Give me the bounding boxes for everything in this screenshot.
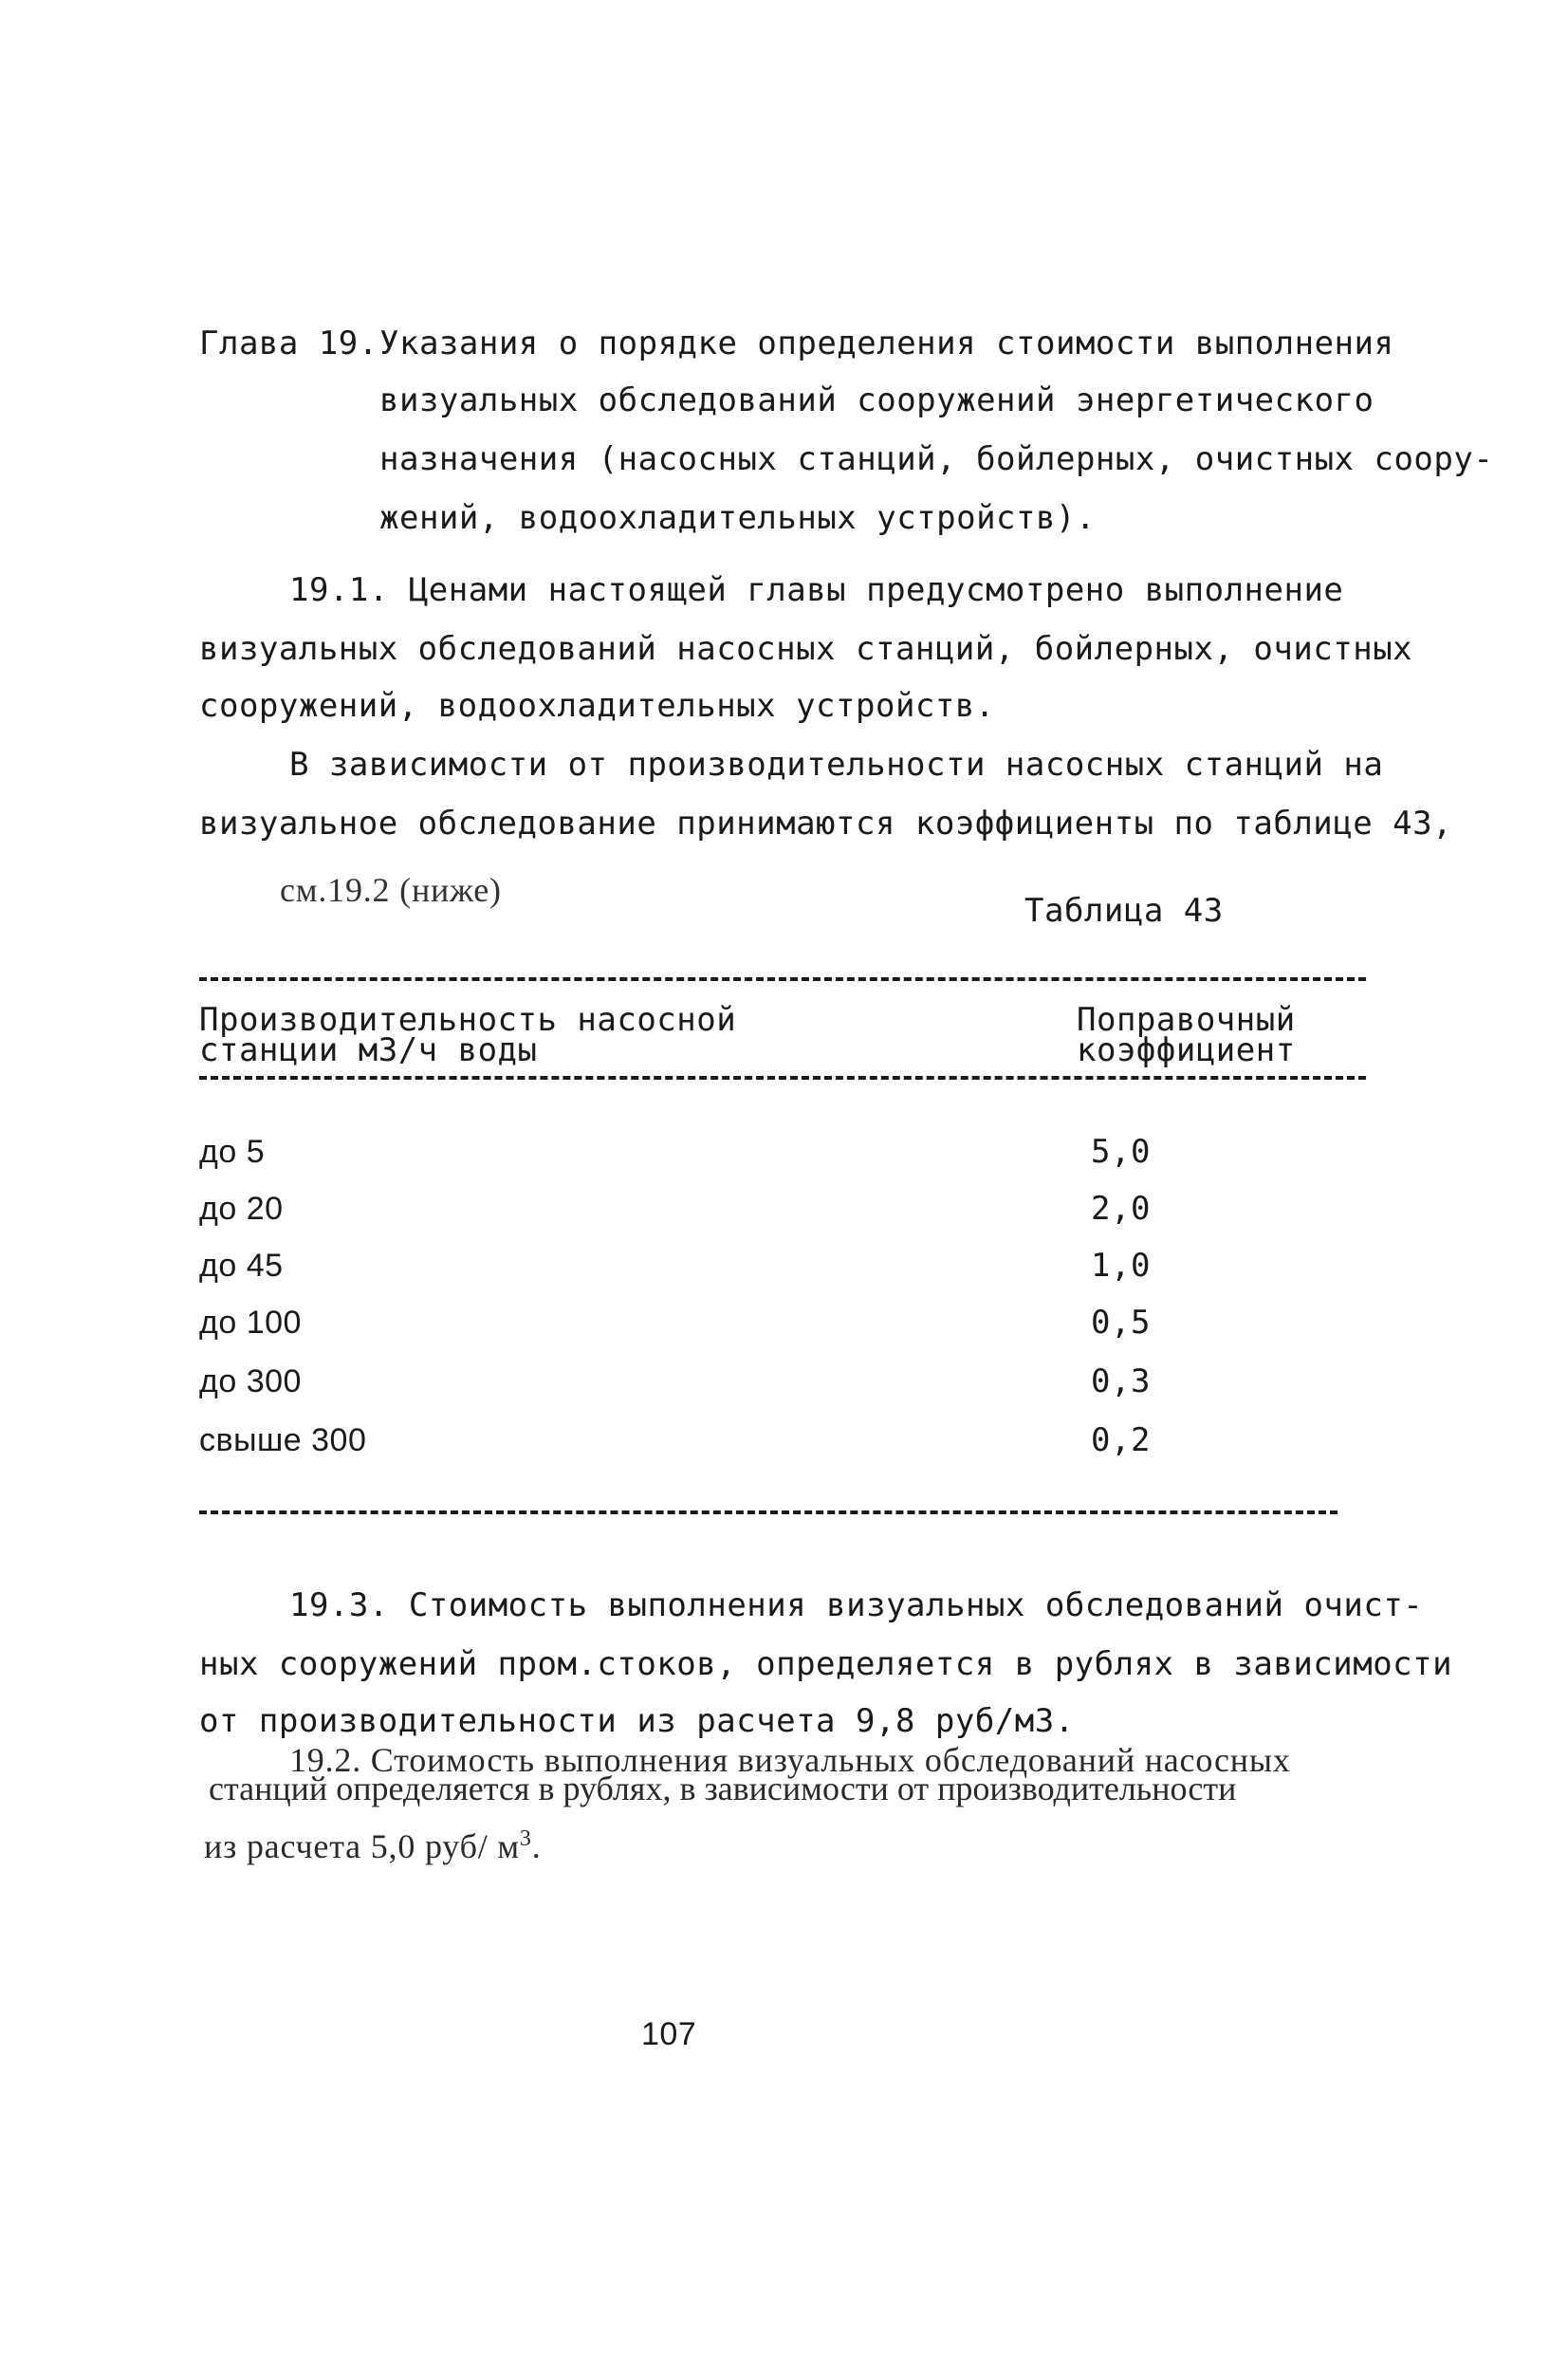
- table-cell-coefficient: 0,3: [1091, 1362, 1151, 1400]
- table-header-capacity: станции м3/ч воды: [199, 1031, 538, 1069]
- paragraph-19-2-line: станций определяется в рублях, в зависимости от производительности: [209, 1769, 1237, 1807]
- paragraph-19-1-line: 19.1. Ценами настоящей главы предусмотрено выполнение: [289, 571, 1344, 609]
- table-cell-capacity: до 45: [199, 1248, 284, 1284]
- table-cell-capacity: до 20: [199, 1191, 284, 1227]
- table-cell-capacity: свыше 300: [199, 1422, 367, 1458]
- table-cell-coefficient: 5,0: [1091, 1133, 1151, 1171]
- table-top-rule: [199, 977, 1366, 981]
- paragraph-dependency-line: В зависимости от производительности насосных станций на: [289, 746, 1384, 784]
- paragraph-19-1-line: сооружений, водоохладительных устройств.: [199, 687, 995, 725]
- paragraph-19-1-line: визуальных обследований насосных станций, бойлерных, очистных: [199, 630, 1413, 668]
- table-cell-coefficient: 0,5: [1091, 1304, 1151, 1342]
- table-label: Таблица 43: [1024, 892, 1224, 930]
- paragraph-dependency-line: визуальное обследование принимаются коэффициенты по таблице 43,: [199, 805, 1453, 843]
- table-cell-capacity: до 300: [199, 1363, 302, 1399]
- table-header-coefficient: коэффициент: [1077, 1031, 1296, 1069]
- chapter-title-line: визуальных обследований сооружений энергетического: [379, 381, 1374, 419]
- chapter-title-line: назначения (насосных станций, бойлерных, очистных соору-: [379, 440, 1494, 478]
- superscript-cubic: 3: [519, 1826, 532, 1851]
- paragraph-19-3-line: 19.3. Стоимость выполнения визуальных обследований очист-: [289, 1586, 1424, 1624]
- table-header-capacity: Производительность насосной: [199, 1001, 737, 1039]
- paragraph-19-2-text: из расчета 5,0 руб/ м: [204, 1827, 520, 1865]
- table-cell-capacity: до 100: [199, 1305, 302, 1341]
- cross-reference-note: см.19.2 (ниже): [280, 871, 502, 909]
- paragraph-19-2-line: [204, 1822, 542, 1863]
- paragraph-19-3-line: ных сооружений пром.стоков, определяется в рублях в зависимости: [199, 1645, 1453, 1683]
- table-cell-capacity: до 5: [199, 1134, 266, 1170]
- page-number: 107: [641, 2016, 697, 2052]
- chapter-title-line: жений, водоохладительных устройств).: [379, 499, 1096, 537]
- paragraph-19-2-end: .: [531, 1827, 542, 1865]
- table-header-coefficient: Поправочный: [1077, 1001, 1296, 1039]
- chapter-title-line: Указания о порядке определения стоимости выполнения: [379, 324, 1394, 362]
- chapter-label: Глава 19.: [199, 324, 378, 362]
- table-cell-coefficient: 1,0: [1091, 1247, 1151, 1285]
- table-header-rule: [199, 1076, 1366, 1080]
- paragraph-19-2-line: 19.2. Стоимость выполнения визуальных обследований насосных: [289, 1741, 1291, 1779]
- paragraph-19-3-line: от производительности из расчета 9,8 руб/м3.: [199, 1702, 1075, 1740]
- table-cell-coefficient: 0,2: [1091, 1421, 1151, 1459]
- table-bottom-rule: [199, 1510, 1337, 1514]
- table-cell-coefficient: 2,0: [1091, 1190, 1151, 1228]
